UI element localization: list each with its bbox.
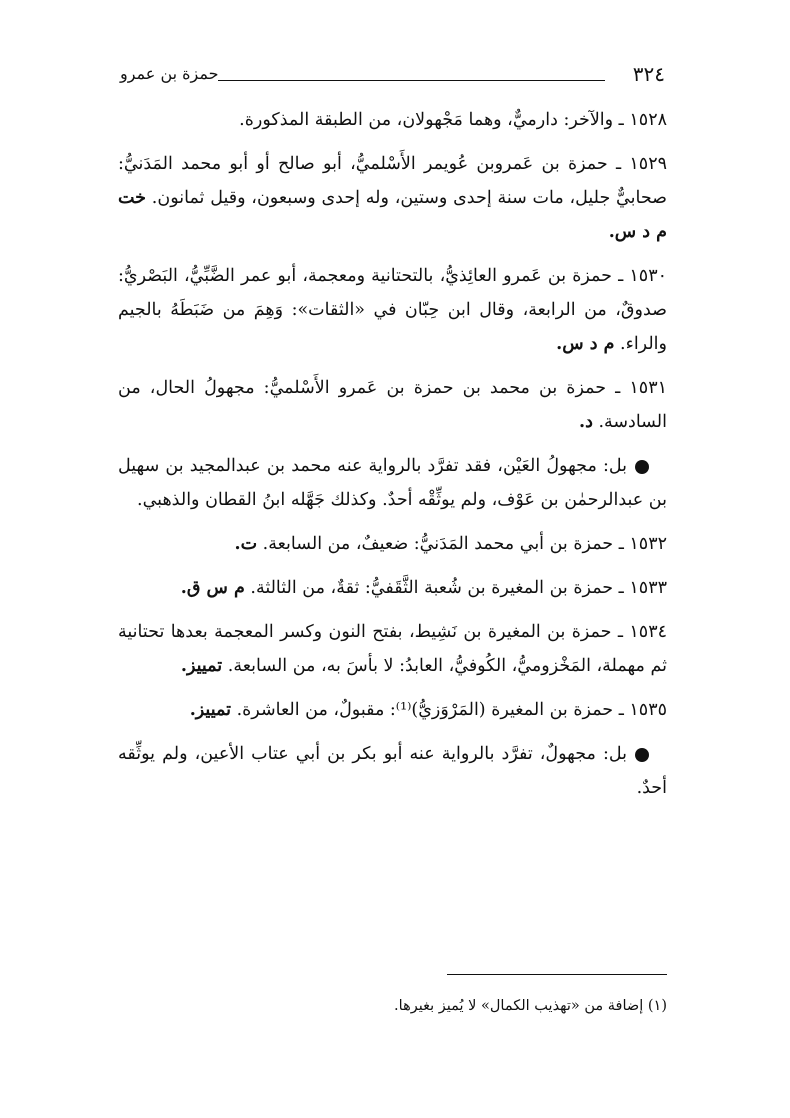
page-number: ٣٢٤ — [632, 62, 665, 86]
rijal-symbols: خت م د س. — [118, 188, 667, 242]
bullet-icon — [635, 748, 649, 762]
footnote: (١) إضافة من «تهذيب الكمال» لا يُميز بغيرها. — [394, 998, 667, 1014]
footnote-separator — [447, 974, 667, 975]
entry-1531 — [118, 371, 667, 439]
entry-text: ١٥٣٤ ـ حمزة بن المغيرة بن نَشِيط، بفتح النون وكسر المعجمة بعدها تحتانية ثم مهملة، المَخْزوميُّ، الكُوفيُّ، العابدُ: لا بأسَ به، من السابعة. — [118, 622, 667, 676]
entry-text: ١٥٣٣ ـ حمزة بن المغيرة بن شُعبة الثَّقَفيُّ: ثقةٌ، من الثالثة. — [250, 578, 667, 598]
page-header — [120, 62, 665, 92]
bullet-icon — [635, 460, 649, 474]
rijal-symbols: تمييز. — [180, 656, 223, 676]
entry-text: ١٥٣٠ ـ حمزة بن عَمرو العائِذيُّ، بالتحتانية ومعجمة، أبو عمر الضَّبِّيُّ، البَصْريُّ: صدوقٌ، من الرابعة، وقال ابن حِبّان في «الثقات»: وَهِمَ من ضَبَطَهُ بالجيم والراء. — [118, 266, 667, 354]
rijal-symbols: تمييز. — [189, 700, 231, 720]
editor-note-1531 — [118, 449, 667, 517]
note-text: بل: مجهولٌ، تفرَّد بالرواية عنه أبو بكر بن أبي عتاب الأعين، ولم يوثِّقه أحدٌ. — [118, 744, 667, 798]
entry-text: ١٥٣٥ ـ حمزة بن المغيرة (المَرْوَزيُّ)⁽¹⁾: مقبولٌ، من العاشرة. — [236, 700, 667, 720]
header-rule — [218, 80, 605, 81]
entry-text: ١٥٣٢ ـ حمزة بن أبي محمد المَدَنيُّ: ضعيفٌ، من السابعة. — [262, 534, 667, 554]
rijal-symbols: د. — [578, 412, 593, 432]
running-title: حمزة بن عمرو — [120, 64, 219, 83]
entry-text: ١٥٣١ ـ حمزة بن محمد بن حمزة بن عَمرو الأَسْلميُّ: مجهولُ الحال، من السادسة. — [118, 378, 667, 432]
entry-1530 — [118, 259, 667, 361]
entry-1528 — [118, 103, 667, 137]
entry-1529 — [118, 147, 667, 249]
rijal-symbols: ت. — [234, 534, 258, 554]
entry-1533 — [118, 571, 667, 605]
page-body — [118, 103, 667, 815]
editor-note-1535 — [118, 737, 667, 805]
note-text: بل: مجهولُ العَيْن، فقد تفرَّد بالرواية عنه محمد بن عبدالمجيد بن سهيل بن عبدالرحمٰن بن عَوْف، ولم يوثِّقْه أحدٌ. وكذلك جَهَّله ابنُ القطان والذهبي. — [118, 456, 667, 510]
entry-1534 — [118, 615, 667, 683]
rijal-symbols: م س ق. — [180, 578, 245, 598]
entry-1532 — [118, 527, 667, 561]
entry-1535 — [118, 693, 667, 727]
entry-text: ١٥٢٩ ـ حمزة بن عَمروبن عُويمر الأَسْلميُّ، أبو صالح أو أبو محمد المَدَنيُّ: صحابيٌّ جليل، مات سنة إحدى وستين، وله إحدى وسبعون، وقيل ثمانون. — [118, 154, 667, 208]
entry-text: ١٥٢٨ ـ والآخر: دارميٌّ، وهما مَجْهولان، من الطبقة المذكورة. — [239, 110, 667, 130]
rijal-symbols: م د س. — [556, 334, 615, 354]
